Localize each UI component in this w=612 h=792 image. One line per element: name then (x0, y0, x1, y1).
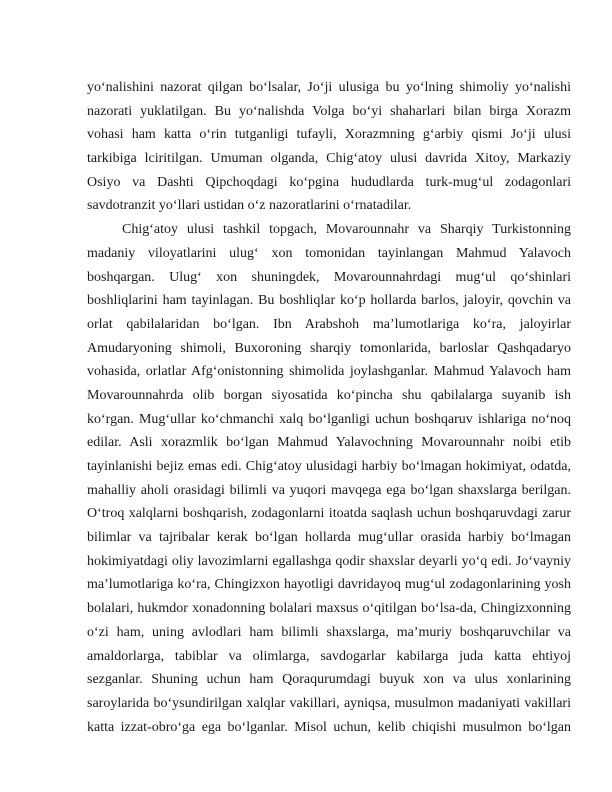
text-line: edilar. Asli xorazmlik bo‘lgan Mahmud Yalavochning Movarounnahr noibi etib (87, 435, 571, 451)
text-line: sezganlar. Shuning uchun ham Qoraqurumdagi buyuk xon va ulus xonlarining (87, 672, 571, 688)
text-line: amaldorlarga, tabiblar va olimlarga, savdogarlar kabilarga juda katta ehtiyoj (87, 648, 571, 664)
body-text (87, 76, 571, 739)
text-line: boshqargan. Ulug‘ xon shuningdek, Movarounnahrdagi mug‘ul qo‘shinlari (87, 269, 571, 285)
text-line: madaniy viloyatlarini ulug‘ xon tomonidan tayinlangan Mahmud Yalavoch (87, 245, 571, 261)
text-line: ko‘rgan. Mug‘ullar ko‘chmanchi xalq bo‘lganligi uchun boshqaruv ishlariga no‘noq (87, 411, 571, 427)
text-line: savdotranzit yo‘llari ustidan o‘z nazoratlarini o‘rnatadilar. (87, 198, 412, 214)
text-line: mahalliy aholi orasidagi bilimli va yuqori mavqega ega bo‘lgan shaxslarga berilgan. (87, 482, 571, 498)
text-line: o‘zi ham, uning avlodlari ham bilimli shaxslarga, ma’muriy boshqaruvchilar va (87, 624, 571, 640)
text-line: orlat qabilalaridan bo‘lgan. Ibn Arabshoh ma’lumotlariga ko‘ra, jaloyirlar (87, 316, 571, 332)
text-line: vohasida, orlatlar Afg‘onistonning shimolida joylashganlar. Mahmud Yalavoch ham (87, 364, 571, 380)
text-line: boshliqlarini ham tayinlagan. Bu boshliqlar ko‘p hollarda barlos, jaloyir, qovchin va (87, 293, 571, 309)
text-line: Movarounnahrda olib borgan siyosatida ko‘pincha shu qabilalarga suyanib ish (87, 387, 571, 403)
text-line: katta izzat-obro‘ga ega bo‘lganlar. Misol uchun, kelib chiqishi musulmon bo‘lgan (87, 719, 571, 735)
text-line: bilimlar va tajribalar kerak bo‘lgan hollarda mug‘ullar orasida harbiy bo‘lmagan (87, 530, 571, 546)
text-line: Osiyo va Dashti Qipchoqdagi ko‘pgina hududlarda turk-mug‘ul zodagonlari (87, 174, 571, 190)
text-line: hokimiyatdagi oliy lavozimlarni egallashga qodir shaxslar deyarli yo‘q edi. Jo‘vayniy (87, 553, 571, 569)
text-line: Amudaryoning shimoli, Buxoroning sharqiy tomonlarida, barloslar Qashqadaryo (87, 340, 571, 356)
text-line: vohasi ham katta o‘rin tutganligi tufayli, Xorazmning g‘arbiy qismi Jo‘ji ulusi (87, 127, 571, 143)
text-line: nazorati yuklatilgan. Bu yo‘nalishda Volga bo‘yi shaharlari bilan birga Xorazm (87, 103, 571, 119)
text-line: Chig‘atoy ulusi tashkil topgach, Movarounnahr va Sharqiy Turkistonning (122, 222, 571, 238)
text-line: yo‘nalishini nazorat qilgan bo‘lsalar, Jo‘ji ulusiga bu yo‘lning shimoliy yo‘nalishi (87, 80, 571, 95)
text-line: ma’lumotlariga ko‘ra, Chingizxon hayotligi davridayoq mug‘ul zodagonlarining yosh (87, 577, 571, 593)
text-line: saroylarida bo‘ysundirilgan xalqlar vakillari, ayniqsa, musulmon madaniyati vakillari (87, 695, 571, 711)
text-line: bolalari, hukmdor xonadonning bolalari maxsus o‘qitilgan bo‘lsa-da, Chingizxonning (87, 601, 571, 617)
text-line: tarkibiga lciritilgan. Umuman olganda, Chig‘atoy ulusi davrida Xitoy, Markaziy (87, 151, 571, 167)
text-line: O‘troq xalqlarni boshqarish, zodagonlarni itoatda saqlash uchun boshqaruvdagi zarur (87, 506, 571, 522)
text-line: tayinlanishi bejiz emas edi. Chig‘atoy ulusidagi harbiy bo‘lmagan hokimiyat, odatda, (87, 459, 571, 474)
